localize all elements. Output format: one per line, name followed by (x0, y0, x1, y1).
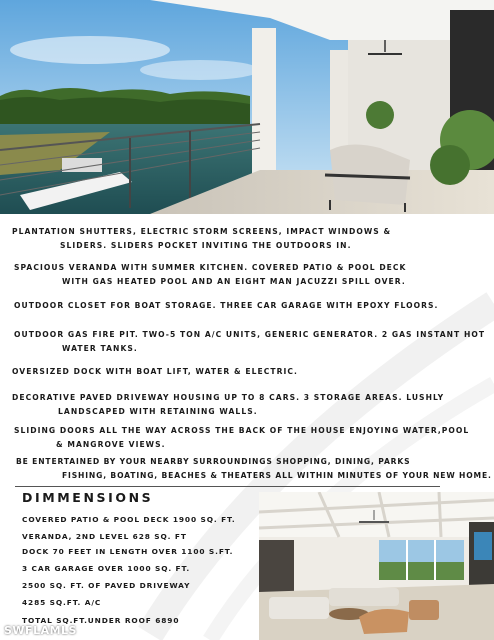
dimension-item: 2500 SQ. FT. OF PAVED DRIVEWAY (22, 581, 191, 590)
paragraph-line: BE ENTERTAINED BY YOUR NEARBY SURROUNDINGS SHOPPING, DINING, PARKS (16, 457, 411, 466)
feature-paragraph-veranda (14, 261, 484, 288)
paragraph-line: & MANGROVE VIEWS. (56, 439, 166, 449)
feature-paragraph-driveway (12, 391, 482, 418)
paragraph-line: SLIDERS. SLIDERS POCKET INVITING THE OUTDOORS IN. (60, 240, 352, 250)
feature-paragraph-closet (14, 299, 484, 313)
feature-paragraph-dock (12, 365, 482, 379)
paragraph-line: FISHING, BOATING, BEACHES & THEATERS ALL WITHIN MINUTES OF YOUR NEW HOME. (62, 470, 492, 480)
dimension-item: DOCK 70 FEET IN LENGTH OVER 1100 S.FT. (22, 547, 234, 556)
paragraph-line: OUTDOOR CLOSET FOR BOAT STORAGE. THREE CAR GARAGE WITH EPOXY FLOORS. (14, 301, 439, 310)
feature-paragraph-sliding-doors (14, 424, 484, 451)
dimension-item: TOTAL SQ.FT.UNDER ROOF 6890 (22, 616, 180, 625)
feature-paragraph-entertainment (16, 455, 492, 482)
dimension-item: 4285 SQ.FT. A/C (22, 598, 102, 607)
paragraph-line: WITH GAS HEATED POOL AND AN EIGHT MAN JACUZZI SPILL OVER. (62, 276, 406, 286)
feature-paragraph-shutters (12, 225, 482, 252)
dimensions-heading: DIMMENSIONS (22, 490, 154, 505)
paragraph-line: PLANTATION SHUTTERS, ELECTRIC STORM SCREENS, IMPACT WINDOWS & (12, 227, 392, 236)
paragraph-line: OUTDOOR GAS FIRE PIT. TWO-5 TON A/C UNITS, GENERIC GENERATOR. 2 GAS INSTANT HOT (14, 330, 486, 339)
paragraph-line: SPACIOUS VERANDA WITH SUMMER KITCHEN. COVERED PATIO & POOL DECK (14, 263, 407, 272)
section-divider (15, 486, 440, 487)
paragraph-line: WATER TANKS. (62, 343, 138, 353)
paragraph-line: OVERSIZED DOCK WITH BOAT LIFT, WATER & ELECTRIC. (12, 367, 298, 376)
watermark: SWFLAMLS (4, 624, 77, 637)
paragraph-line: DECORATIVE PAVED DRIVEWAY HOUSING UP TO 8 CARS. 3 STORAGE AREAS. LUSHLY (12, 393, 445, 402)
paragraph-line: SLIDING DOORS ALL THE WAY ACROSS THE BACK OF THE HOUSE ENJOYING WATER,POOL (14, 426, 470, 435)
feature-paragraph-fire-pit (14, 328, 484, 355)
hero-veranda-photo (0, 0, 494, 214)
living-room-photo (259, 492, 494, 640)
paragraph-line: LANDSCAPED WITH RETAINING WALLS. (58, 406, 258, 416)
dimension-item: COVERED PATIO & POOL DECK 1900 SQ. FT. (22, 515, 236, 524)
dimension-item: 3 CAR GARAGE OVER 1000 SQ. FT. (22, 564, 191, 573)
dimension-item: VERANDA, 2ND LEVEL 628 SQ. FT (22, 532, 187, 541)
